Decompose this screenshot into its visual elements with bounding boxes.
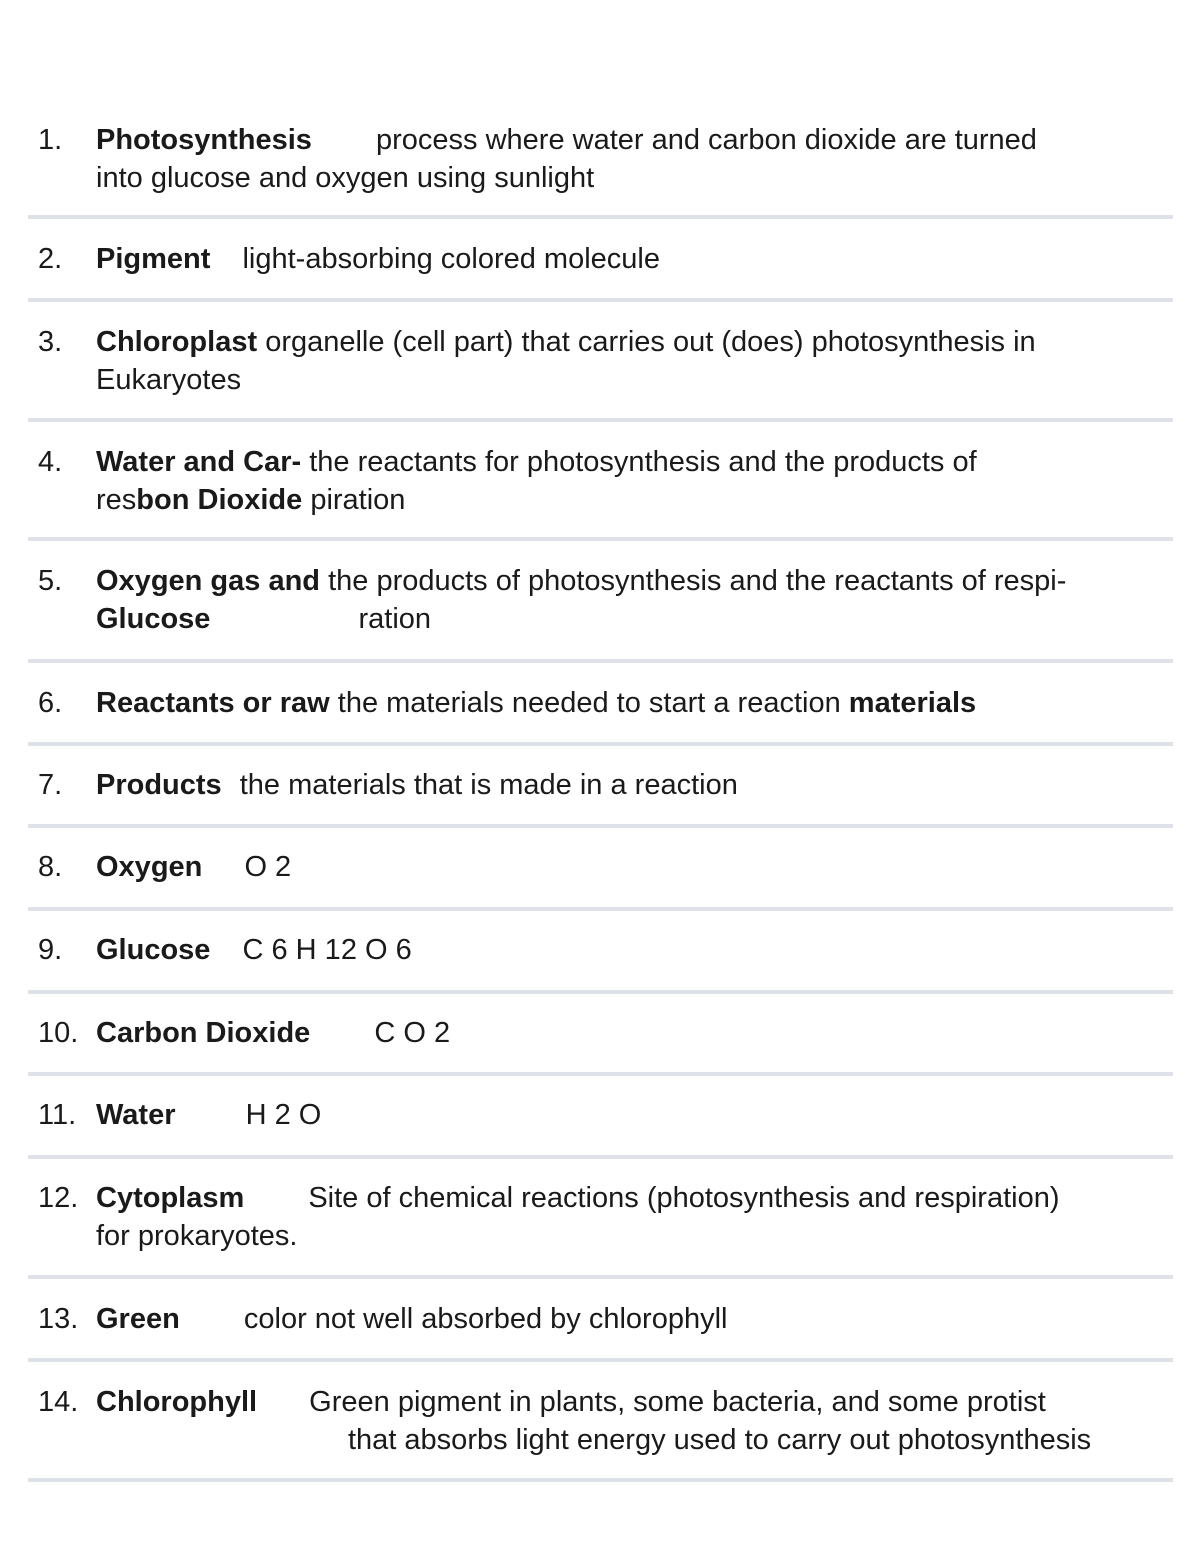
definition: the materials that is made in a reaction [239,769,738,801]
term: Reactants or raw [96,687,330,719]
item-number: 6. [38,687,63,719]
definition: the products of photosynthesis and the reactants of respi- [328,565,1067,597]
term-continued: Glucose [96,603,211,635]
term: Chloroplast [96,326,258,358]
item-number: 5. [38,565,63,597]
definition: C O 2 [374,1017,451,1049]
item-number: 11. [38,1099,77,1131]
divider [28,1358,1173,1362]
divider [28,537,1173,541]
definition: process where water and carbon dioxide are turned [376,124,1037,156]
item-number: 1. [38,124,63,156]
item-number: 13. [38,1303,79,1335]
definition: the materials needed to start a reaction [337,687,841,719]
definition: Green pigment in plants, some bacteria, and some protist [309,1386,1046,1418]
item-number: 9. [38,934,63,966]
divider [28,215,1173,219]
term: Pigment [96,243,211,275]
divider [28,298,1173,302]
divider [28,1072,1173,1076]
definition-continued: Eukaryotes [96,364,242,396]
term: Oxygen [96,851,203,883]
definition: H 2 O [245,1099,322,1131]
divider [28,990,1173,994]
definition: C 6 H 12 O 6 [242,934,412,966]
divider [28,824,1173,828]
term-end: materials [848,687,977,719]
divider [28,1275,1173,1279]
divider [28,418,1173,422]
definition-continued: that absorbs light energy used to carry out photosynthesis [348,1424,1092,1456]
definition-continued: ration [358,603,432,635]
term: Water and Car- [96,446,302,478]
term-continued: bon Dioxide [136,484,303,516]
definition-continued: into glucose and oxygen using sunlight [96,162,595,194]
term: Photosynthesis [96,124,312,156]
definition: the reactants for photosynthesis and the products of [309,446,977,478]
term: Water [96,1099,176,1131]
item-number: 7. [38,769,63,801]
term: Cytoplasm [96,1182,245,1214]
definition: organelle (cell part) that carries out (does) photosynthesis in [265,326,1036,358]
definition-continued: piration [310,484,406,516]
divider [28,659,1173,663]
term: Carbon Dioxide [96,1017,311,1049]
item-number: 3. [38,326,63,358]
term: Chlorophyll [96,1386,258,1418]
term: Products [96,769,222,801]
item-number: 10. [38,1017,79,1049]
divider [28,907,1173,911]
item-number: 14. [38,1386,79,1418]
definition-fragment: res [96,484,137,516]
term: Oxygen gas and [96,565,321,597]
item-number: 4. [38,446,63,478]
term: Glucose [96,934,211,966]
definition: color not well absorbed by chlorophyll [243,1303,728,1335]
divider [28,742,1173,746]
definition: O 2 [244,851,292,883]
definition-continued: for prokaryotes. [96,1220,298,1252]
item-number: 8. [38,851,63,883]
item-number: 12. [38,1182,79,1214]
divider [28,1478,1173,1482]
definition: light-absorbing colored molecule [242,243,660,275]
definition: Site of chemical reactions (photosynthesis and respiration) [308,1182,1060,1214]
divider [28,1155,1173,1159]
item-number: 2. [38,243,63,275]
term: Green [96,1303,180,1335]
